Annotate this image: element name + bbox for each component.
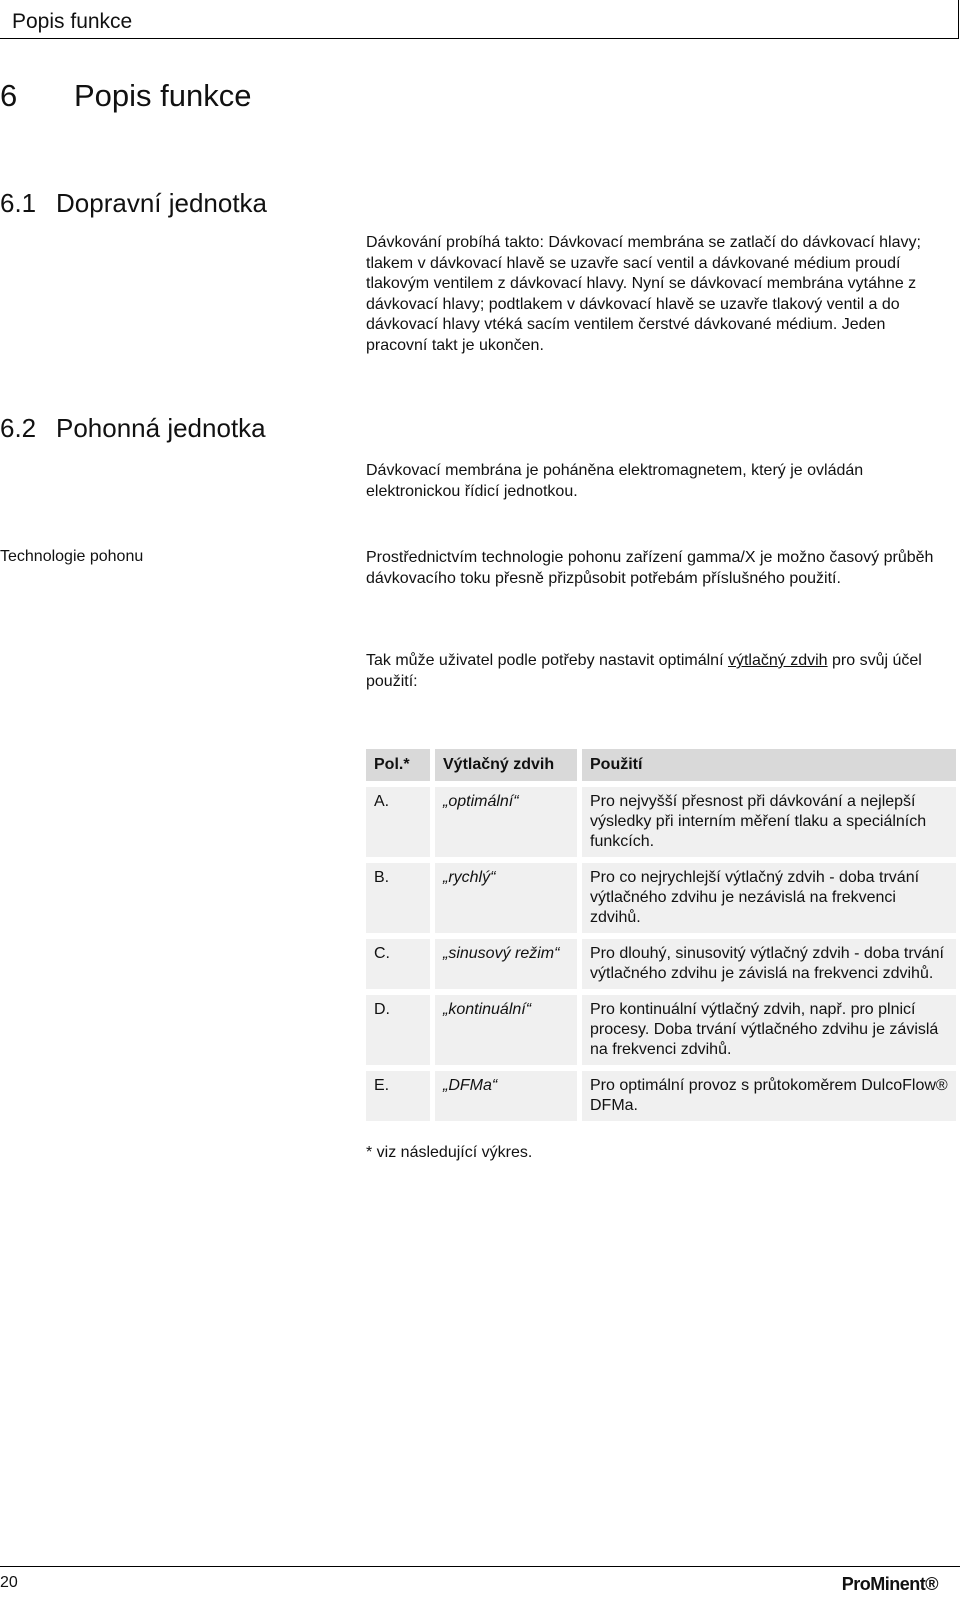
row-pos: B. bbox=[366, 863, 430, 933]
section-6-2-heading bbox=[0, 413, 266, 444]
section-6-1-number: 6.1 bbox=[0, 188, 37, 218]
table-footnote: * viz následující výkres. bbox=[366, 1144, 533, 1161]
row-use: Pro nejvyšší přesnost při dávkování a nejlepší výsledky při interním měření tlaku a speciálních funkcích. bbox=[577, 787, 956, 857]
row-pos: A. bbox=[366, 787, 430, 857]
row-stroke: „kontinuální“ bbox=[430, 995, 577, 1065]
table-row bbox=[366, 787, 956, 857]
table-row bbox=[366, 939, 956, 989]
prominent-logo: ProMinent® bbox=[841, 1574, 938, 1594]
section-6-2-title: Pohonná jednotka bbox=[56, 413, 266, 443]
row-use: Pro kontinuální výtlačný zdvih, např. pro plnicí procesy. Doba trvání výtlačného zdvihu je závislá na frekvenci zdvihů. bbox=[577, 995, 956, 1065]
intro-text-before: Tak může uživatel podle potřeby nastavit optimální bbox=[366, 652, 728, 669]
running-header bbox=[0, 0, 959, 39]
table-row bbox=[366, 863, 956, 933]
section-6-2-text: Dávkovací membrána je poháněna elektromagnetem, který je ovládán elektronickou řídicí jednotkou. bbox=[366, 462, 864, 500]
row-stroke: „optimální“ bbox=[430, 787, 577, 857]
table-header-row bbox=[366, 749, 956, 781]
row-use: Pro dlouhý, sinusovitý výtlačný zdvih - doba trvání výtlačného zdvihu je závislá na frekvenci zdvihů. bbox=[577, 939, 956, 989]
drive-technology-intro bbox=[366, 651, 946, 692]
section-6-1-text: Dávkování probíhá takto: Dávkovací membrána se zatlačí do dávkovací hlavy; tlakem v dávkovací hlavě se uzavře sací ventil a dávkované médium proudí tlakovým ventilem z dávkovací hlavy. Nyní se dávkovací membrána vytáhne z dávkovací hlavy; podtlakem v dávkovací hlavě se uzavře tlakový ventil a do dávkovací hlavy vtéká sacím ventilem čerstvé dávkované médium. Jeden pracovní takt je ukončen. bbox=[366, 234, 921, 354]
drive-technology-label: Technologie pohonu bbox=[0, 548, 144, 565]
intro-text-after: pro svůj účel použití: bbox=[366, 652, 922, 690]
running-header-title: Popis funkce bbox=[12, 10, 133, 33]
row-stroke: „DFMa“ bbox=[430, 1071, 577, 1121]
chapter-number: 6 bbox=[0, 78, 18, 113]
chapter-heading bbox=[0, 78, 252, 114]
section-6-1-heading bbox=[0, 188, 267, 219]
table-row bbox=[366, 995, 956, 1065]
header-stroke: Výtlačný zdvih bbox=[430, 749, 577, 781]
page-number: 20 bbox=[0, 1574, 18, 1591]
footer-divider bbox=[0, 1566, 960, 1567]
stroke-modes-table bbox=[366, 743, 956, 1127]
section-6-2-number: 6.2 bbox=[0, 413, 37, 443]
chapter-title: Popis funkce bbox=[74, 78, 252, 113]
row-use: Pro optimální provoz s průtokoměrem DulcoFlow® DFMa. bbox=[577, 1071, 956, 1121]
header-use: Použití bbox=[577, 749, 956, 781]
section-6-1-title: Dopravní jednotka bbox=[56, 188, 268, 218]
row-stroke: „rychlý“ bbox=[430, 863, 577, 933]
stroke-link[interactable]: výtlačný zdvih bbox=[727, 652, 828, 669]
row-stroke: „sinusový režim“ bbox=[430, 939, 577, 989]
row-pos: D. bbox=[366, 995, 430, 1065]
row-use: Pro co nejrychlejší výtlačný zdvih - doba trvání výtlačného zdvihu je nezávislá na frekvenci zdvihů. bbox=[577, 863, 956, 933]
row-pos: C. bbox=[366, 939, 430, 989]
header-pos: Pol.* bbox=[366, 749, 430, 781]
drive-technology-text: Prostřednictvím technologie pohonu zařízení gamma/X je možno časový průběh dávkovacího toku přesně přizpůsobit potřebám příslušného použití. bbox=[366, 549, 934, 587]
table-row bbox=[366, 1071, 956, 1121]
row-pos: E. bbox=[366, 1071, 430, 1121]
